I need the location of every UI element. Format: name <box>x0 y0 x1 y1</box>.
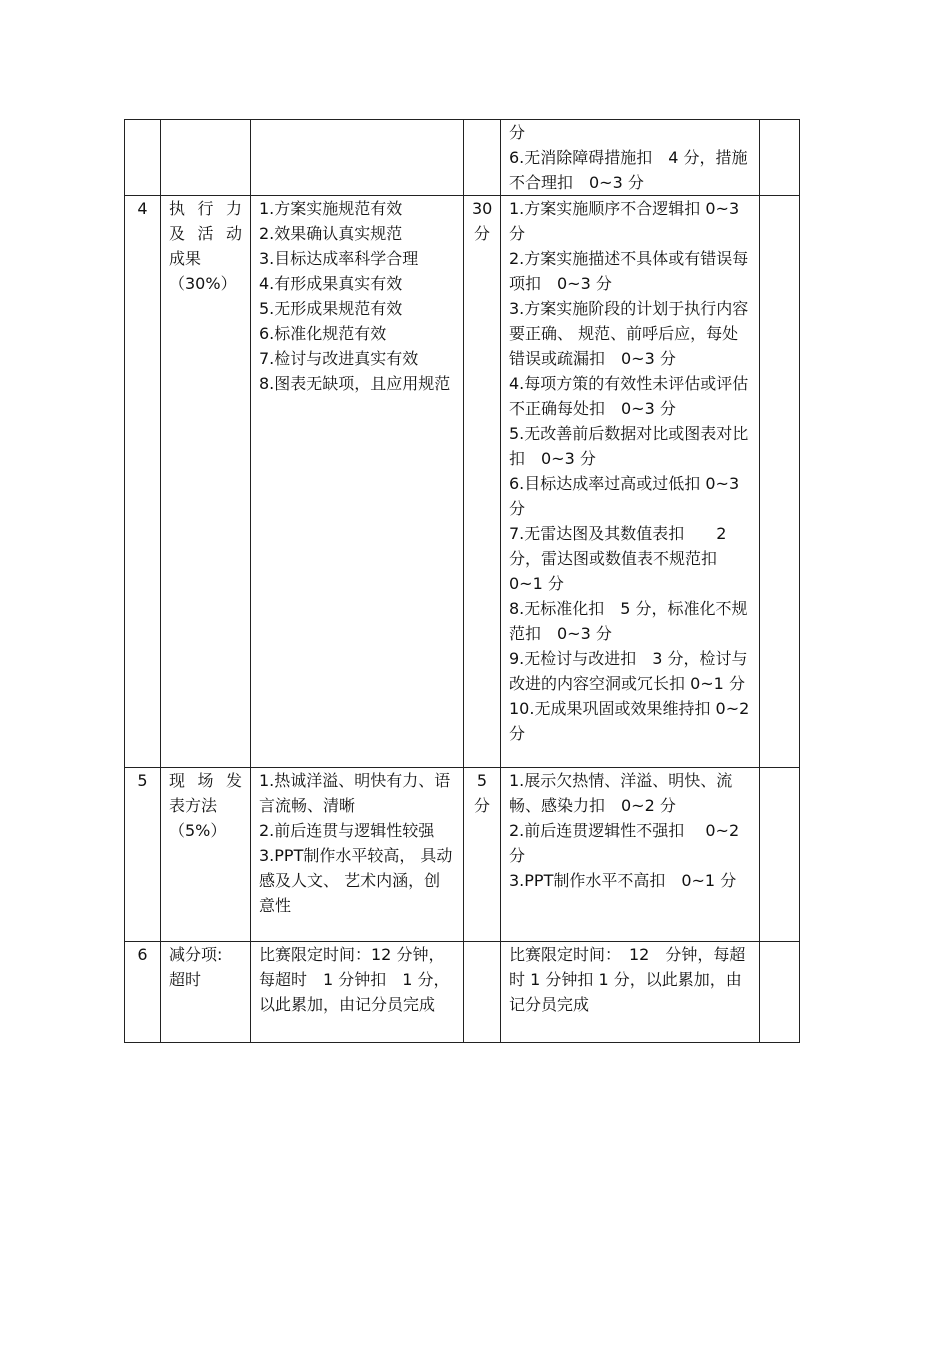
table-row <box>125 120 800 196</box>
table-row <box>125 942 800 1043</box>
standard-text: 6.标准化规范有效 <box>259 324 387 343</box>
item-title: 现 场 发 <box>169 771 242 790</box>
standard-text: 4.有形成果真实有效 <box>259 274 403 293</box>
item-cell <box>161 120 251 196</box>
deduction-text: 6.目标达成率过高或过低扣 0~3 分 <box>509 474 740 518</box>
standard-text: 比赛限定时间：12 分钟，每超时 1 分钟扣 1 分，以此累加，由记分员完成 <box>259 945 450 1014</box>
item-cell <box>161 196 251 768</box>
blank-cell <box>760 196 800 768</box>
score-unit: 分 <box>473 796 490 815</box>
deduction-text: 2.方案实施描述不具体或有错误每项扣 0~3 分 <box>509 249 749 293</box>
item-title: 表方法 <box>169 796 218 815</box>
deduction-text: 2.前后连贯逻辑性不强扣 0~2 分 <box>509 821 740 865</box>
score-cell <box>464 768 501 942</box>
item-title: 执 行 力 <box>169 199 242 218</box>
deduction-text: 10.无成果巩固或效果维持扣 0~2 分 <box>509 699 750 743</box>
standard-text: 7.检讨与改进真实有效 <box>259 349 419 368</box>
deduction-text: 3.方案实施阶段的计划于执行内容要正确、 规范、前呼后应，每处错误或疏漏扣 0~3 分 <box>509 299 749 368</box>
standard-cell <box>251 942 464 1043</box>
table-row <box>125 768 800 942</box>
deduction-text: 9.无检讨与改进扣 3 分，检讨与改进的内容空洞或冗长扣 0~1 分 <box>509 649 748 693</box>
deduction-cell <box>501 196 760 768</box>
deduction-cell <box>501 942 760 1043</box>
score-cell <box>464 196 501 768</box>
scoring-table <box>124 119 800 1043</box>
deduction-text: 4.每项方策的有效性未评估或评估不正确每处扣 0~3 分 <box>509 374 749 418</box>
item-cell <box>161 768 251 942</box>
score-value: 30 <box>472 199 493 218</box>
item-cell <box>161 942 251 1043</box>
deduction-text: 1.方案实施顺序不合逻辑扣 0~3 分 <box>509 199 740 243</box>
standard-text: 1.热诚洋溢、明快有力、语言流畅、清晰 <box>259 771 451 815</box>
standard-text: 2.效果确认真实规范 <box>259 224 403 243</box>
standard-text: 8.图表无缺项，且应用规范 <box>259 374 451 393</box>
row-number-cell <box>125 120 161 196</box>
score-cell <box>464 942 501 1043</box>
score-cell <box>464 120 501 196</box>
item-title: 及 活 动 <box>169 224 242 243</box>
row-number-cell: 5 <box>125 768 161 942</box>
standard-text: 3.PPT制作水平较高， 具动感及人文、 艺术内涵，创意性 <box>259 846 453 915</box>
standard-text: 3.目标达成率科学合理 <box>259 249 419 268</box>
deduction-text: 5.无改善前后数据对比或图表对比扣 0~3 分 <box>509 424 749 468</box>
standard-text: 5.无形成果规范有效 <box>259 299 403 318</box>
deduction-text: 8.无标准化扣 5 分，标准化不规范扣 0~3 分 <box>509 599 748 643</box>
item-weight: （30%） <box>169 274 237 293</box>
standard-text: 1.方案实施规范有效 <box>259 199 403 218</box>
deduction-cell <box>501 120 760 196</box>
deduction-text: 7.无雷达图及其数值表扣 2 分，雷达图或数值表不规范扣 0~1 分 <box>509 524 727 593</box>
standard-text: 2.前后连贯与逻辑性较强 <box>259 821 435 840</box>
blank-cell <box>760 942 800 1043</box>
score-value: 5 <box>476 771 488 790</box>
deduction-text: 3.PPT制作水平不高扣 0~1 分 <box>509 871 737 890</box>
standard-cell <box>251 768 464 942</box>
deduction-text: 分 <box>509 123 526 142</box>
deduction-cell <box>501 768 760 942</box>
row-number-cell: 6 <box>125 942 161 1043</box>
item-title: 超时 <box>169 970 202 989</box>
deduction-text: 比赛限定时间： 12 分钟，每超时 1 分钟扣 1 分，以此累加，由记分员完成 <box>509 945 746 1014</box>
row-number-cell: 4 <box>125 196 161 768</box>
blank-cell <box>760 120 800 196</box>
item-title: 减分项: <box>169 945 223 964</box>
item-title: 成果 <box>169 249 202 268</box>
score-unit: 分 <box>473 224 490 243</box>
standard-cell <box>251 196 464 768</box>
blank-cell <box>760 768 800 942</box>
standard-cell <box>251 120 464 196</box>
item-weight: （5%） <box>169 821 227 840</box>
table-row <box>125 196 800 768</box>
deduction-text: 6.无消除障碍措施扣 4 分，措施不合理扣 0~3 分 <box>509 148 748 192</box>
deduction-text: 1.展示欠热情、洋溢、明快、流畅、感染力扣 0~2 分 <box>509 771 733 815</box>
